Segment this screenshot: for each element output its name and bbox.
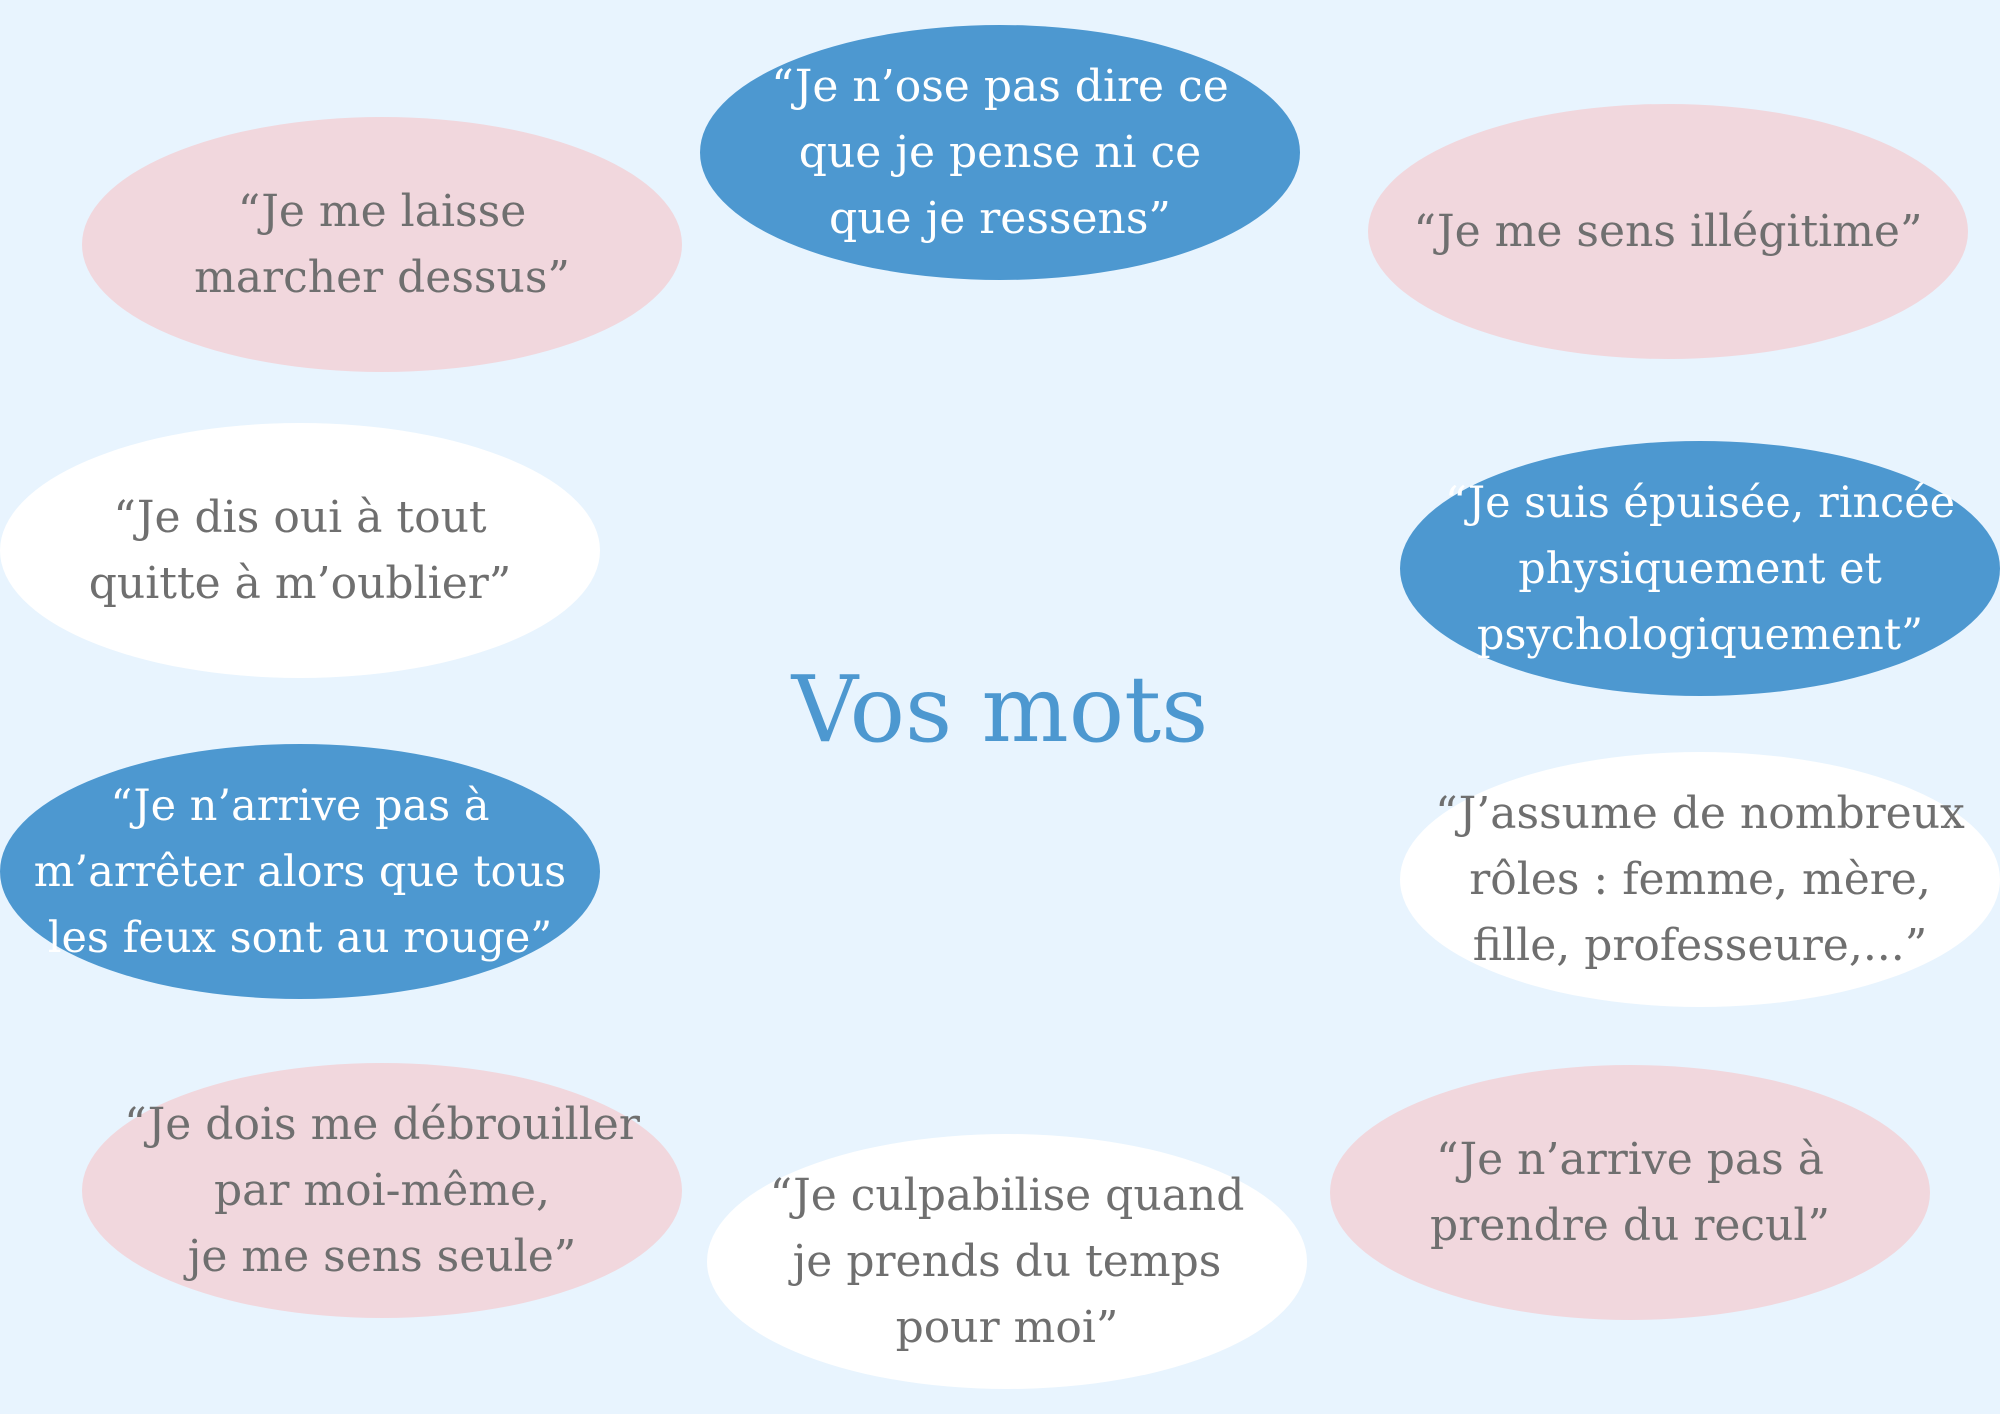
quote-bubble-epuisee [1400, 441, 2000, 696]
quote-text: “Je dois me débrouiller par moi-même, je me sens seule” [124, 1098, 640, 1282]
quote-text: “Je suis épuisée, rincée physiquement et psychologiquement” [1444, 477, 1956, 660]
quote-bubble-feux-rouge [0, 744, 600, 999]
quote-text: “Je n’ose pas dire ce que je pense ni ce que je ressens” [771, 60, 1229, 244]
quote-text: “Je dis oui à tout quitte à m’oublier” [88, 491, 512, 609]
quote-text: “Je n’arrive pas à prendre du recul” [1430, 1133, 1830, 1251]
quote-bubble-recul [1330, 1065, 1930, 1320]
quote-bubble-oui-a-tout [0, 423, 600, 678]
diagram-title: Vos mots [791, 656, 1209, 763]
quote-text: “Je me laisse marcher dessus” [194, 185, 570, 303]
quote-text: “Je culpabilise quand je prends du temps pour moi” [769, 1169, 1245, 1353]
quote-bubble-marcher-dessus [82, 117, 682, 372]
quote-bubble-roles [1400, 752, 2000, 1007]
quote-text: “J’assume de nombreux rôles : femme, mère, fille, professeure,...” [1435, 787, 1965, 971]
quote-bubble-culpabilise [707, 1134, 1307, 1389]
quote-bubble-dire [700, 25, 1300, 280]
quote-text: “Je n’arrive pas à m’arrêter alors que tous les feux sont au rouge” [33, 780, 567, 963]
quote-bubble-illegitime [1368, 104, 1968, 359]
quote-bubble-seule [82, 1063, 682, 1318]
quote-text: “Je me sens illégitime” [1413, 205, 1923, 257]
